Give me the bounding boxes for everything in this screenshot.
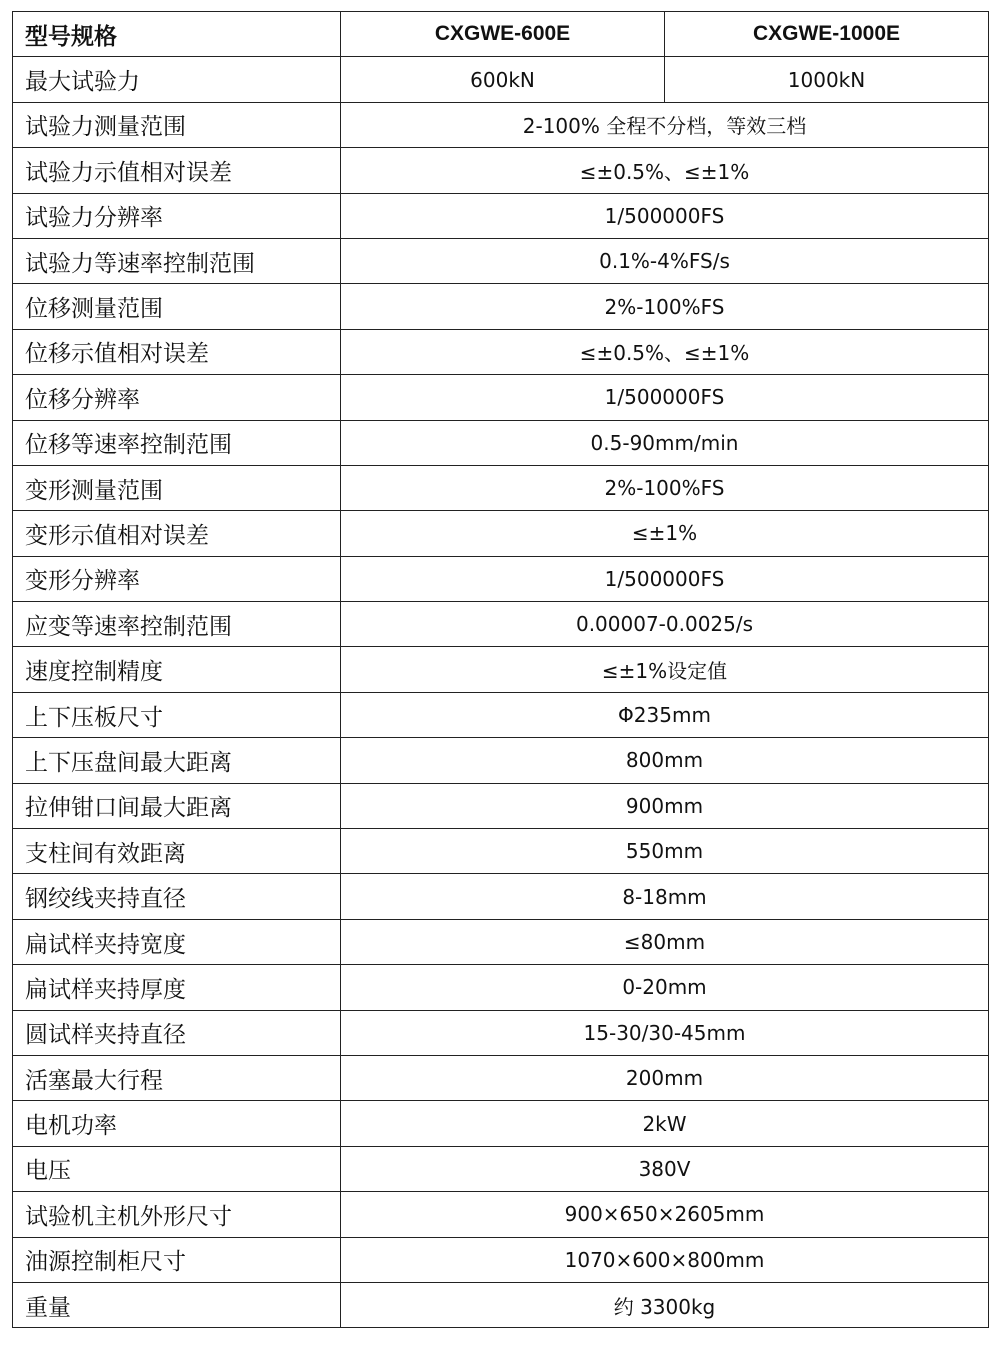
row-label: 最大试验力 — [13, 57, 341, 102]
spec-table — [12, 11, 989, 1328]
row-label: 支柱间有效距离 — [13, 829, 341, 874]
table-row — [13, 874, 989, 919]
row-value: 15-30/30-45mm — [341, 1010, 989, 1055]
row-value: 0-20mm — [341, 965, 989, 1010]
row-value: 550mm — [341, 829, 989, 874]
row-value: 2-100% 全程不分档，等效三档 — [341, 102, 989, 147]
row-value: 2%-100%FS — [341, 465, 989, 510]
table-row — [13, 511, 989, 556]
table-row — [13, 1146, 989, 1191]
table-row — [13, 1192, 989, 1237]
table-row — [13, 238, 989, 283]
row-label: 上下压盘间最大距离 — [13, 738, 341, 783]
row-label: 变形分辨率 — [13, 556, 341, 601]
row-label: 上下压板尺寸 — [13, 692, 341, 737]
table-row — [13, 692, 989, 737]
row-value: 8-18mm — [341, 874, 989, 919]
table-row — [13, 1010, 989, 1055]
row-label: 扁试样夹持厚度 — [13, 965, 341, 1010]
value-600e: 600kN — [341, 57, 665, 102]
row-value: ≤±0.5%、≤±1% — [341, 148, 989, 193]
model-1000e-header: CXGWE-1000E — [665, 12, 989, 57]
row-label: 试验力等速率控制范围 — [13, 238, 341, 283]
row-value: 200mm — [341, 1055, 989, 1100]
value-1000e: 1000kN — [665, 57, 989, 102]
row-label: 位移分辨率 — [13, 375, 341, 420]
table-row — [13, 148, 989, 193]
row-value: ≤80mm — [341, 919, 989, 964]
row-value: 900mm — [341, 783, 989, 828]
table-row — [13, 57, 989, 102]
row-label: 电压 — [13, 1146, 341, 1191]
row-value: 2%-100%FS — [341, 284, 989, 329]
table-row — [13, 1055, 989, 1100]
table-row — [13, 783, 989, 828]
table-row — [13, 1101, 989, 1146]
header-label: 型号规格 — [13, 12, 341, 57]
table-row — [13, 420, 989, 465]
row-label: 位移示值相对误差 — [13, 329, 341, 374]
table-row — [13, 965, 989, 1010]
table-row — [13, 829, 989, 874]
table-row — [13, 602, 989, 647]
row-value: 1070×600×800mm — [341, 1237, 989, 1282]
row-value: 0.00007-0.0025/s — [341, 602, 989, 647]
table-row — [13, 556, 989, 601]
row-label: 拉伸钳口间最大距离 — [13, 783, 341, 828]
row-value: 380V — [341, 1146, 989, 1191]
row-label: 速度控制精度 — [13, 647, 341, 692]
row-label: 位移等速率控制范围 — [13, 420, 341, 465]
row-label: 油源控制柜尺寸 — [13, 1237, 341, 1282]
row-value: ≤±0.5%、≤±1% — [341, 329, 989, 374]
table-row — [13, 284, 989, 329]
row-value: 900×650×2605mm — [341, 1192, 989, 1237]
row-label: 扁试样夹持宽度 — [13, 919, 341, 964]
row-label: 试验力示值相对误差 — [13, 148, 341, 193]
row-label: 试验力分辨率 — [13, 193, 341, 238]
row-label: 圆试样夹持直径 — [13, 1010, 341, 1055]
row-label: 变形测量范围 — [13, 465, 341, 510]
table-row — [13, 375, 989, 420]
row-label: 重量 — [13, 1282, 341, 1327]
row-value: 0.5-90mm/min — [341, 420, 989, 465]
row-value: Φ235mm — [341, 692, 989, 737]
row-label: 位移测量范围 — [13, 284, 341, 329]
model-600e-header: CXGWE-600E — [341, 12, 665, 57]
table-row — [13, 465, 989, 510]
row-label: 电机功率 — [13, 1101, 341, 1146]
table-row — [13, 1237, 989, 1282]
row-value: 800mm — [341, 738, 989, 783]
table-row — [13, 193, 989, 238]
row-label: 试验机主机外形尺寸 — [13, 1192, 341, 1237]
header-row — [13, 12, 989, 57]
row-label: 试验力测量范围 — [13, 102, 341, 147]
table-row — [13, 919, 989, 964]
row-label: 变形示值相对误差 — [13, 511, 341, 556]
table-row — [13, 329, 989, 374]
spec-table-body — [13, 12, 989, 1328]
row-value: ≤±1%设定值 — [341, 647, 989, 692]
table-row — [13, 647, 989, 692]
row-value: 2kW — [341, 1101, 989, 1146]
row-label: 应变等速率控制范围 — [13, 602, 341, 647]
row-value: 约 3300kg — [341, 1282, 989, 1327]
table-row — [13, 102, 989, 147]
row-value: 1/500000FS — [341, 193, 989, 238]
table-row — [13, 738, 989, 783]
row-value: ≤±1% — [341, 511, 989, 556]
row-label: 钢绞线夹持直径 — [13, 874, 341, 919]
row-label: 活塞最大行程 — [13, 1055, 341, 1100]
row-value: 1/500000FS — [341, 556, 989, 601]
table-row — [13, 1282, 989, 1327]
row-value: 0.1%-4%FS/s — [341, 238, 989, 283]
row-value: 1/500000FS — [341, 375, 989, 420]
